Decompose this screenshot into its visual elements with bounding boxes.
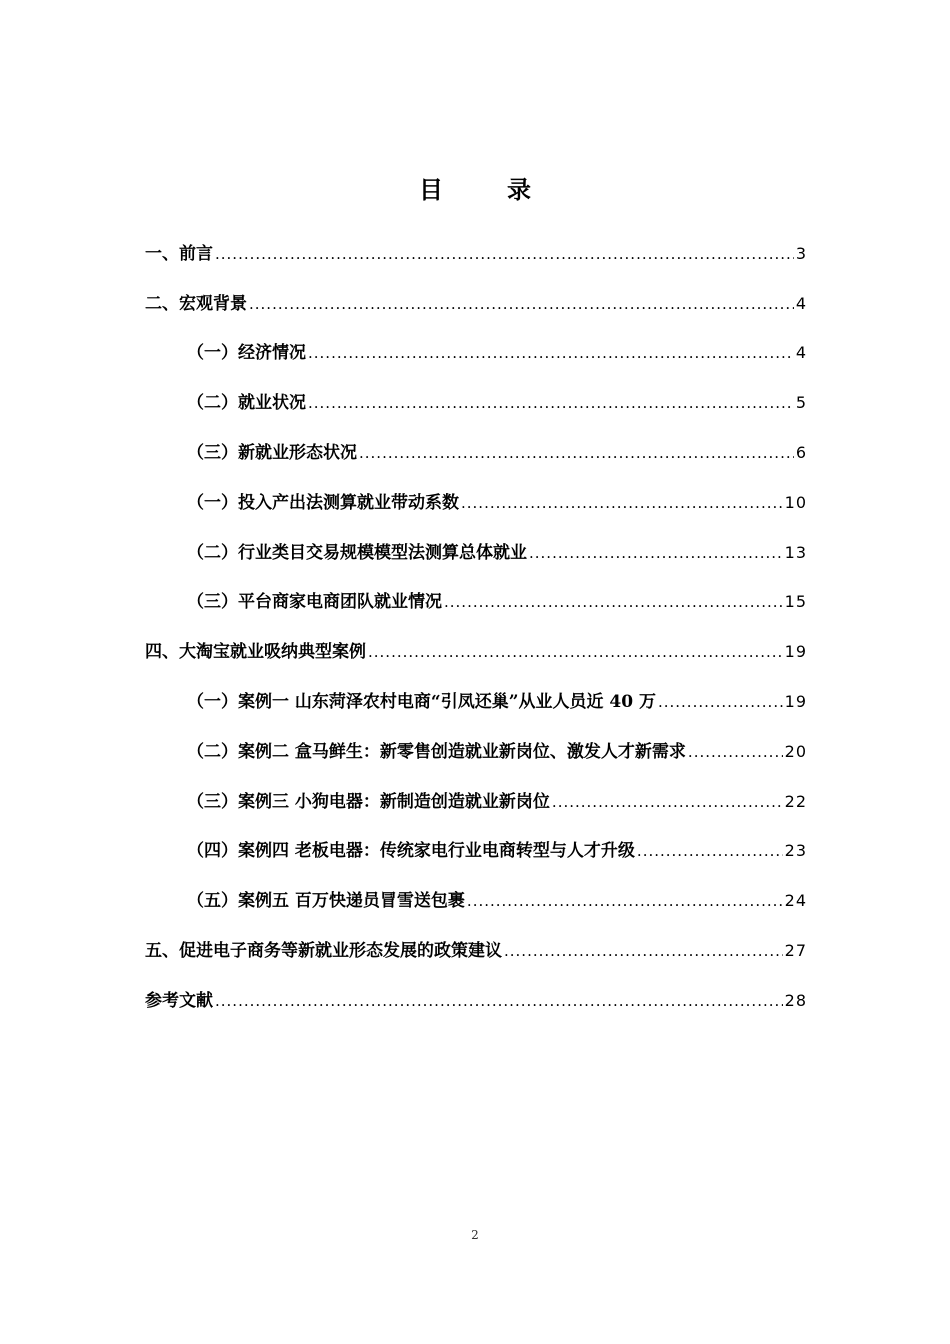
- toc-entry-label: 五、促进电子商务等新就业形态发展的政策建议: [145, 940, 502, 961]
- toc-entry-page-number: 13: [784, 542, 807, 562]
- toc-entry-label: （二）就业状况: [187, 393, 306, 414]
- toc-entry-page-number: 20: [784, 741, 807, 761]
- toc-entry[interactable]: [145, 571, 807, 621]
- toc-entry-page-number: 10: [784, 492, 807, 512]
- toc-dot-leader: [467, 883, 783, 919]
- toc-entry-page-number: 19: [784, 642, 807, 662]
- toc-entry-label: （二）案例二 盒马鲜生：新零售创造就业新岗位、激发人才新需求: [187, 741, 686, 762]
- toc-dot-leader: [215, 983, 783, 1019]
- toc-entry[interactable]: [145, 222, 807, 272]
- toc-entry-label: 一、前言: [145, 243, 213, 264]
- toc-entry-page-number: 22: [784, 791, 807, 811]
- toc-entry-page-number: 4: [795, 293, 807, 313]
- toc-dot-leader: [308, 335, 794, 371]
- toc-dot-leader: [215, 236, 794, 272]
- toc-dot-leader: [637, 833, 783, 869]
- toc-list: [145, 222, 807, 1019]
- toc-entry[interactable]: [145, 421, 807, 471]
- toc-entry[interactable]: [145, 322, 807, 372]
- toc-entry-page-number: 15: [784, 592, 807, 612]
- toc-entry-page-number: 4: [795, 343, 807, 363]
- toc-dot-leader: [658, 684, 783, 720]
- toc-entry-page-number: 23: [784, 841, 807, 861]
- toc-entry-label: （一）经济情况: [187, 343, 306, 364]
- toc-entry-label: （一）案例一 山东菏泽农村电商“引凤还巢”从业人员近 40 万: [187, 691, 656, 712]
- toc-entry-label: （三）案例三 小狗电器：新制造创造就业新岗位: [187, 791, 550, 812]
- toc-dot-leader: [359, 435, 794, 471]
- toc-entry-label: 四、大淘宝就业吸纳典型案例: [145, 642, 366, 663]
- toc-entry[interactable]: [145, 670, 807, 720]
- toc-dot-leader: [308, 385, 794, 421]
- toc-dot-leader: [529, 535, 783, 571]
- toc-title: 目 录: [419, 175, 551, 204]
- toc-entry[interactable]: [145, 919, 807, 969]
- toc-entry[interactable]: [145, 521, 807, 571]
- toc-entry-page-number: 28: [784, 990, 807, 1010]
- toc-entry-label: （三）新就业形态状况: [187, 442, 357, 463]
- toc-dot-leader: [552, 784, 783, 820]
- toc-dot-leader: [444, 584, 783, 620]
- toc-entry[interactable]: [145, 471, 807, 521]
- toc-entry-page-number: 3: [795, 243, 807, 263]
- toc-entry-page-number: 24: [784, 891, 807, 911]
- toc-dot-leader: [461, 485, 783, 521]
- toc-entry-label: （五）案例五 百万快递员冒雪送包裹: [187, 891, 465, 912]
- toc-entry[interactable]: [145, 720, 807, 770]
- toc-entry[interactable]: [145, 820, 807, 870]
- toc-entry-page-number: 19: [784, 691, 807, 711]
- toc-entry[interactable]: [145, 969, 807, 1019]
- toc-entry-page-number: 27: [784, 940, 807, 960]
- toc-entry-label: （二）行业类目交易规模模型法测算总体就业: [187, 542, 527, 563]
- toc-dot-leader: [368, 634, 783, 670]
- toc-dot-leader: [688, 734, 783, 770]
- toc-entry-label: 二、宏观背景: [145, 293, 247, 314]
- toc-entry[interactable]: [145, 272, 807, 322]
- toc-entry[interactable]: [145, 869, 807, 919]
- toc-dot-leader: [249, 286, 794, 322]
- toc-entry-label: （三）平台商家电商团队就业情况: [187, 592, 442, 613]
- toc-entry-label: （四）案例四 老板电器：传统家电行业电商转型与人才升级: [187, 841, 635, 862]
- toc-entry-label: （一）投入产出法测算就业带动系数: [187, 492, 459, 513]
- toc-entry[interactable]: [145, 770, 807, 820]
- toc-dot-leader: [504, 933, 783, 969]
- toc-entry-label: 参考文献: [145, 990, 213, 1011]
- footer-page-number: 2: [471, 1228, 479, 1242]
- toc-entry[interactable]: [145, 620, 807, 670]
- toc-entry-page-number: 6: [795, 442, 807, 462]
- toc-entry[interactable]: [145, 371, 807, 421]
- toc-entry-page-number: 5: [795, 393, 807, 413]
